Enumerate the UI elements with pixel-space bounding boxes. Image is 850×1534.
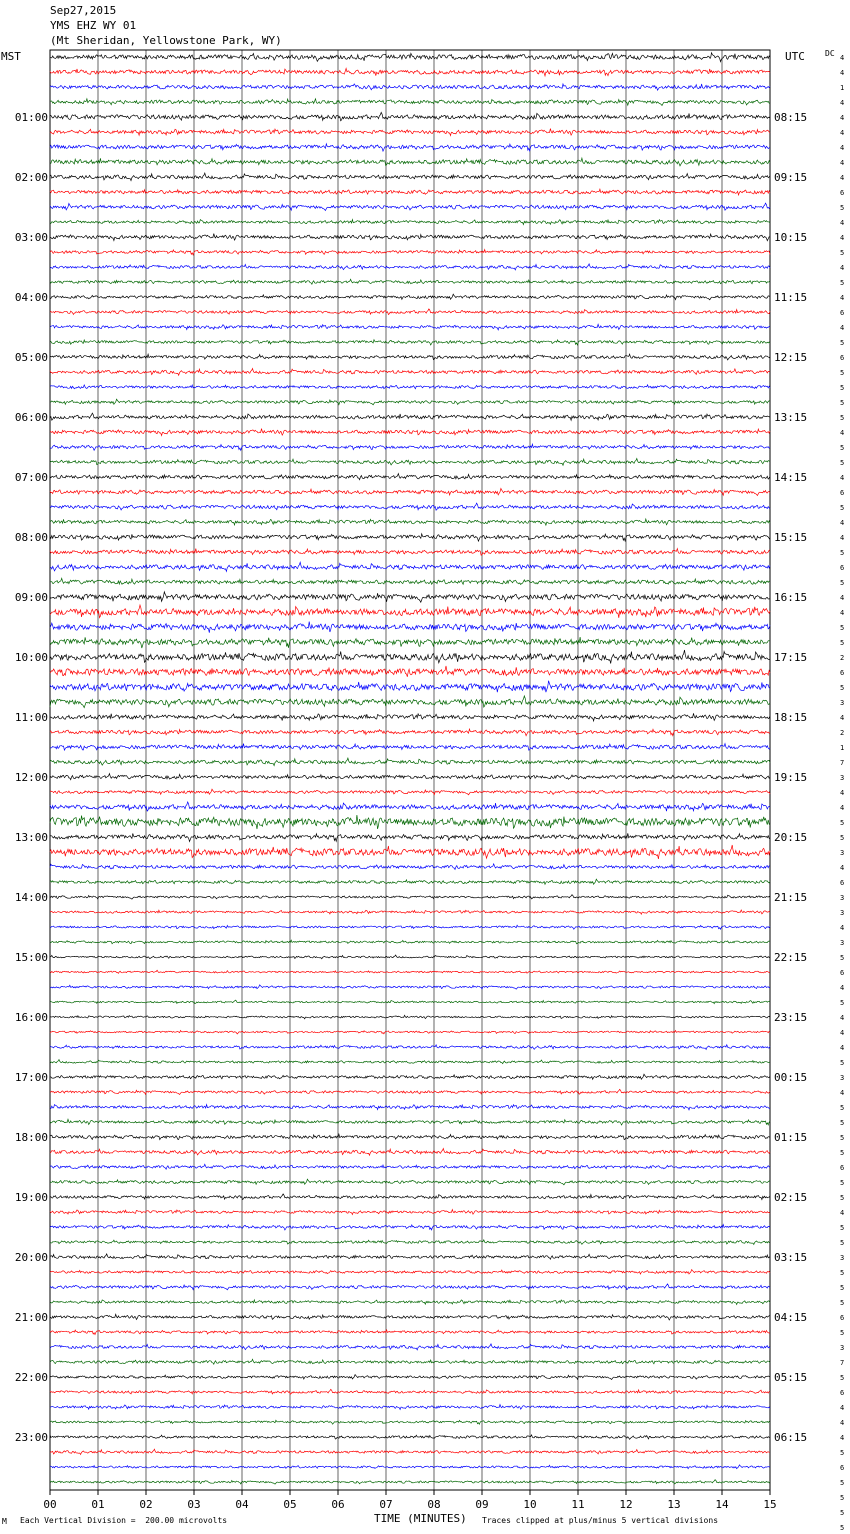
dc-value: 7 <box>840 1359 845 1367</box>
trace-line <box>50 53 770 62</box>
utc-hour-label: 16:15 <box>774 591 808 604</box>
trace-line <box>50 925 770 929</box>
dc-value: 5 <box>840 369 845 377</box>
dc-value: 6 <box>840 489 845 497</box>
utc-hour-label: 20:15 <box>774 831 808 844</box>
dc-value: 4 <box>840 264 845 272</box>
dc-value: 6 <box>840 564 845 572</box>
trace-line <box>50 1164 770 1169</box>
mst-hour-label: 02:00 <box>14 171 48 184</box>
dc-value: 3 <box>840 939 845 947</box>
dc-value: 4 <box>840 864 845 872</box>
trace-line <box>50 220 770 225</box>
utc-hour-label: 00:15 <box>774 1071 808 1084</box>
dc-value: 5 <box>840 1374 845 1382</box>
trace-line <box>50 519 770 525</box>
trace-line <box>50 1105 770 1110</box>
trace-line <box>50 84 770 90</box>
x-tick-label: 01 <box>91 1498 105 1511</box>
mst-hour-label: 04:00 <box>14 291 48 304</box>
x-axis-title: TIME (MINUTES) <box>374 1512 467 1525</box>
utc-hour-label: 22:15 <box>774 951 808 964</box>
trace-line <box>50 1330 770 1335</box>
trace-line <box>50 129 770 136</box>
trace-line <box>50 444 770 450</box>
dc-value: 4 <box>840 174 845 182</box>
trace-line <box>50 1194 770 1200</box>
mst-hour-label: 16:00 <box>14 1011 48 1024</box>
trace-line <box>50 112 770 120</box>
clip-note: Traces clipped at plus/minus 5 vertical divisions <box>482 1516 719 1525</box>
trace-line <box>50 1300 770 1305</box>
corner-mark: M <box>2 1517 7 1526</box>
trace-line <box>50 503 770 510</box>
dc-value: 5 <box>840 819 845 827</box>
dc-value: 5 <box>840 444 845 452</box>
trace-line <box>50 713 770 721</box>
trace-line <box>50 279 770 284</box>
dc-value: 3 <box>840 894 845 902</box>
utc-hour-label: 19:15 <box>774 771 808 784</box>
scale-note: Each Vertical Division = 200.00 microvolts <box>20 1516 228 1525</box>
trace-line <box>50 729 770 736</box>
trace-line <box>50 789 770 795</box>
utc-hour-label: 04:15 <box>774 1311 808 1324</box>
dc-value: 5 <box>840 1479 845 1487</box>
mst-hour-label: 20:00 <box>14 1251 48 1264</box>
mst-hour-label: 10:00 <box>14 651 48 664</box>
trace-line <box>50 650 770 664</box>
dc-value: 5 <box>840 1284 845 1292</box>
dc-value: 5 <box>840 1494 845 1502</box>
dc-value: 4 <box>840 519 845 527</box>
trace-line <box>50 970 770 973</box>
dc-value: 4 <box>840 144 845 152</box>
trace-line <box>50 1134 770 1139</box>
trace-line <box>50 1359 770 1364</box>
utc-hour-label: 08:15 <box>774 111 808 124</box>
dc-value: 5 <box>840 1239 845 1247</box>
mst-hour-label: 05:00 <box>14 351 48 364</box>
dc-value: 5 <box>840 1059 845 1067</box>
utc-hour-labels <box>774 111 807 1444</box>
dc-value: 4 <box>840 129 845 137</box>
dc-value: 4 <box>840 114 845 122</box>
trace-line <box>50 1074 770 1079</box>
mst-hour-label: 13:00 <box>14 831 48 844</box>
mst-hour-label: 08:00 <box>14 531 48 544</box>
dc-value: 4 <box>840 534 845 542</box>
dc-value: 4 <box>840 1044 845 1052</box>
x-tick-label: 07 <box>379 1498 393 1511</box>
dc-value: 5 <box>840 399 845 407</box>
trace-line <box>50 1015 770 1019</box>
trace-line <box>50 622 770 633</box>
mst-hour-label: 11:00 <box>14 711 48 724</box>
x-tick-label: 12 <box>619 1498 633 1511</box>
trace-line <box>50 1000 770 1004</box>
x-tick-label: 04 <box>235 1498 249 1511</box>
dc-value: 4 <box>840 984 845 992</box>
trace-line <box>50 309 770 315</box>
trace-line <box>50 203 770 210</box>
dc-value: 5 <box>840 834 845 842</box>
dc-value: 4 <box>840 1014 845 1022</box>
x-tick-label: 00 <box>43 1498 57 1511</box>
trace-line <box>50 1031 770 1034</box>
trace-line <box>50 578 770 584</box>
dc-value: 5 <box>840 1179 845 1187</box>
mst-hour-label: 07:00 <box>14 471 48 484</box>
mst-hour-label: 17:00 <box>14 1071 48 1084</box>
trace-line <box>50 910 770 914</box>
dc-value: 5 <box>840 339 845 347</box>
trace-line <box>50 774 770 780</box>
dc-value: 5 <box>840 999 845 1007</box>
dc-value: 2 <box>840 729 845 737</box>
trace-line <box>50 1435 770 1440</box>
trace-line <box>50 250 770 255</box>
trace-line <box>50 985 770 989</box>
dc-value: 5 <box>840 624 845 632</box>
utc-hour-label: 14:15 <box>774 471 808 484</box>
dc-value: 6 <box>840 879 845 887</box>
trace-line <box>50 429 770 436</box>
dc-value: 4 <box>840 99 845 107</box>
dc-value: 5 <box>840 459 845 467</box>
dc-value: 6 <box>840 1314 845 1322</box>
dc-value: 5 <box>840 414 845 422</box>
x-tick-label: 11 <box>571 1498 585 1511</box>
dc-value: 7 <box>840 759 845 767</box>
trace-line <box>50 696 770 708</box>
trace-line <box>50 815 770 829</box>
dc-value: 5 <box>840 1524 845 1532</box>
trace-line <box>50 1119 770 1125</box>
x-tick-label: 09 <box>475 1498 489 1511</box>
trace-line <box>50 549 770 556</box>
dc-value: 4 <box>840 69 845 77</box>
trace-line <box>50 413 770 420</box>
trace-line <box>50 369 770 376</box>
dc-value: 5 <box>840 579 845 587</box>
trace-line <box>50 681 770 693</box>
dc-value: 1 <box>840 84 845 92</box>
mst-hour-label: 12:00 <box>14 771 48 784</box>
utc-hour-label: 12:15 <box>774 351 808 364</box>
trace-line <box>50 189 770 195</box>
trace-line <box>50 264 770 270</box>
mst-hour-label: 06:00 <box>14 411 48 424</box>
dc-value: 6 <box>840 1389 845 1397</box>
dc-value: 5 <box>840 249 845 257</box>
dc-value: 3 <box>840 1344 845 1352</box>
trace-line <box>50 1405 770 1410</box>
dc-value: 4 <box>840 324 845 332</box>
dc-value: 5 <box>840 384 845 392</box>
x-tick-label: 13 <box>667 1498 681 1511</box>
trace-line <box>50 385 770 389</box>
trace-line <box>50 637 770 648</box>
x-tick-label: 05 <box>283 1498 297 1511</box>
dc-value: 5 <box>840 954 845 962</box>
trace-line <box>50 474 770 480</box>
trace-line <box>50 1149 770 1156</box>
trace-line <box>50 1060 770 1064</box>
trace-line <box>50 845 770 859</box>
dc-value: 4 <box>840 1089 845 1097</box>
trace-line <box>50 99 770 106</box>
dc-value: 4 <box>840 1209 845 1217</box>
trace-line <box>50 324 770 330</box>
trace-line <box>50 864 770 870</box>
dc-value: 5 <box>840 684 845 692</box>
x-tick-label: 10 <box>523 1498 537 1511</box>
dc-value: 5 <box>840 1224 845 1232</box>
trace-line <box>50 234 770 241</box>
utc-hour-label: 02:15 <box>774 1191 808 1204</box>
trace-line <box>50 1225 770 1230</box>
dc-value: 4 <box>840 159 845 167</box>
x-tick-label: 03 <box>187 1498 201 1511</box>
trace-line <box>50 459 770 466</box>
dc-value: 2 <box>840 654 845 662</box>
dc-value: 3 <box>840 699 845 707</box>
trace-line <box>50 605 770 618</box>
trace-line <box>50 1045 770 1050</box>
trace-line <box>50 1449 770 1454</box>
utc-hour-label: 17:15 <box>774 651 808 664</box>
dc-value: 6 <box>840 354 845 362</box>
dc-value: 4 <box>840 714 845 722</box>
dc-value: 4 <box>840 294 845 302</box>
utc-hour-label: 21:15 <box>774 891 808 904</box>
dc-value: 5 <box>840 1119 845 1127</box>
trace-line <box>50 354 770 360</box>
mst-hour-label: 23:00 <box>14 1431 48 1444</box>
x-axis-ticks <box>43 1490 776 1511</box>
x-tick-label: 08 <box>427 1498 441 1511</box>
mst-hour-label: 14:00 <box>14 891 48 904</box>
trace-line <box>50 1179 770 1185</box>
dc-value: 4 <box>840 594 845 602</box>
mst-hour-label: 18:00 <box>14 1131 48 1144</box>
trace-line <box>50 955 770 959</box>
utc-hour-label: 23:15 <box>774 1011 808 1024</box>
trace-line <box>50 1344 770 1350</box>
trace-line <box>50 173 770 181</box>
mst-hour-label: 03:00 <box>14 231 48 244</box>
dc-value: 4 <box>840 1434 845 1442</box>
plot-date: Sep27,2015 <box>50 4 117 17</box>
trace-line <box>50 562 770 571</box>
x-tick-label: 06 <box>331 1498 345 1511</box>
station-code: YMS EHZ WY 01 <box>50 19 137 32</box>
x-tick-label: 15 <box>763 1498 777 1511</box>
trace-line <box>50 340 770 345</box>
dc-value: 5 <box>840 1509 845 1517</box>
trace-line <box>50 68 770 76</box>
trace-line <box>50 1089 770 1094</box>
mst-hour-label: 01:00 <box>14 111 48 124</box>
mst-hour-label: 21:00 <box>14 1311 48 1324</box>
x-tick-label: 02 <box>139 1498 153 1511</box>
dc-value: 4 <box>840 54 845 62</box>
dc-value: 5 <box>840 1269 845 1277</box>
dc-value: 5 <box>840 639 845 647</box>
dc-value: 4 <box>840 609 845 617</box>
seismic-traces <box>50 53 770 1484</box>
trace-line <box>50 1480 770 1484</box>
dc-value: 5 <box>840 1194 845 1202</box>
dc-value: 5 <box>840 204 845 212</box>
dc-value: 3 <box>840 774 845 782</box>
dc-value: 6 <box>840 1464 845 1472</box>
dc-value: 6 <box>840 1164 845 1172</box>
trace-line <box>50 1314 770 1320</box>
trace-line <box>50 592 770 603</box>
trace-line <box>50 1375 770 1380</box>
utc-hour-label: 01:15 <box>774 1131 808 1144</box>
trace-line <box>50 895 770 899</box>
trace-line <box>50 489 770 496</box>
dc-value: 6 <box>840 669 845 677</box>
trace-line <box>50 833 770 841</box>
dc-value: 3 <box>840 849 845 857</box>
trace-line <box>50 1284 770 1290</box>
left-timezone-label: MST <box>1 50 21 63</box>
trace-line <box>50 802 770 811</box>
trace-line <box>50 294 770 300</box>
utc-hour-label: 09:15 <box>774 171 808 184</box>
trace-line <box>50 940 770 944</box>
dc-value: 4 <box>840 804 845 812</box>
dc-value: 4 <box>840 219 845 227</box>
trace-line <box>50 666 770 677</box>
trace-line <box>50 399 770 405</box>
dc-value: 6 <box>840 189 845 197</box>
trace-line <box>50 534 770 541</box>
dc-value: 5 <box>840 279 845 287</box>
trace-line <box>50 144 770 151</box>
utc-hour-label: 10:15 <box>774 231 808 244</box>
dc-value: 4 <box>840 1404 845 1412</box>
dc-value: 5 <box>840 1299 845 1307</box>
trace-line <box>50 744 770 751</box>
trace-line <box>50 1389 770 1394</box>
dc-value: 3 <box>840 1074 845 1082</box>
trace-line <box>50 1210 770 1215</box>
right-timezone-label: UTC <box>785 50 805 63</box>
dc-value: 4 <box>840 789 845 797</box>
dc-value: 6 <box>840 309 845 317</box>
dc-value: 4 <box>840 924 845 932</box>
trace-line <box>50 1270 770 1274</box>
utc-hour-label: 13:15 <box>774 411 808 424</box>
dc-value: 1 <box>840 744 845 752</box>
dc-value: 6 <box>840 969 845 977</box>
utc-hour-label: 18:15 <box>774 711 808 724</box>
mst-hour-label: 22:00 <box>14 1371 48 1384</box>
trace-line <box>50 1420 770 1424</box>
dc-value: 5 <box>840 1104 845 1112</box>
dc-value: 3 <box>840 909 845 917</box>
dc-value: 5 <box>840 1449 845 1457</box>
utc-hour-label: 11:15 <box>774 291 808 304</box>
trace-line <box>50 158 770 166</box>
dc-value: 4 <box>840 234 845 242</box>
dc-value: 5 <box>840 1149 845 1157</box>
dc-value: 4 <box>840 474 845 482</box>
mst-hour-label: 19:00 <box>14 1191 48 1204</box>
trace-line <box>50 879 770 884</box>
dc-value: 5 <box>840 1134 845 1142</box>
utc-hour-label: 05:15 <box>774 1371 808 1384</box>
dc-value: 5 <box>840 1329 845 1337</box>
trace-line <box>50 1240 770 1245</box>
mst-hour-label: 09:00 <box>14 591 48 604</box>
dc-value: 5 <box>840 504 845 512</box>
dc-value: 3 <box>840 1254 845 1262</box>
trace-line <box>50 1465 770 1469</box>
trace-line <box>50 1254 770 1259</box>
dc-value: 4 <box>840 1029 845 1037</box>
dc-value: 4 <box>840 429 845 437</box>
utc-hour-label: 15:15 <box>774 531 808 544</box>
dc-offset-labels <box>840 54 844 1534</box>
mst-hour-labels <box>15 111 48 1444</box>
mst-hour-label: 15:00 <box>14 951 48 964</box>
trace-line <box>50 758 770 766</box>
dc-column-label: DC <box>825 49 835 58</box>
dc-value: 4 <box>840 1419 845 1427</box>
utc-hour-label: 03:15 <box>774 1251 808 1264</box>
utc-hour-label: 06:15 <box>774 1431 808 1444</box>
dc-value: 5 <box>840 549 845 557</box>
x-tick-label: 14 <box>715 1498 729 1511</box>
station-location: (Mt Sheridan, Yellowstone Park, WY) <box>50 34 282 47</box>
